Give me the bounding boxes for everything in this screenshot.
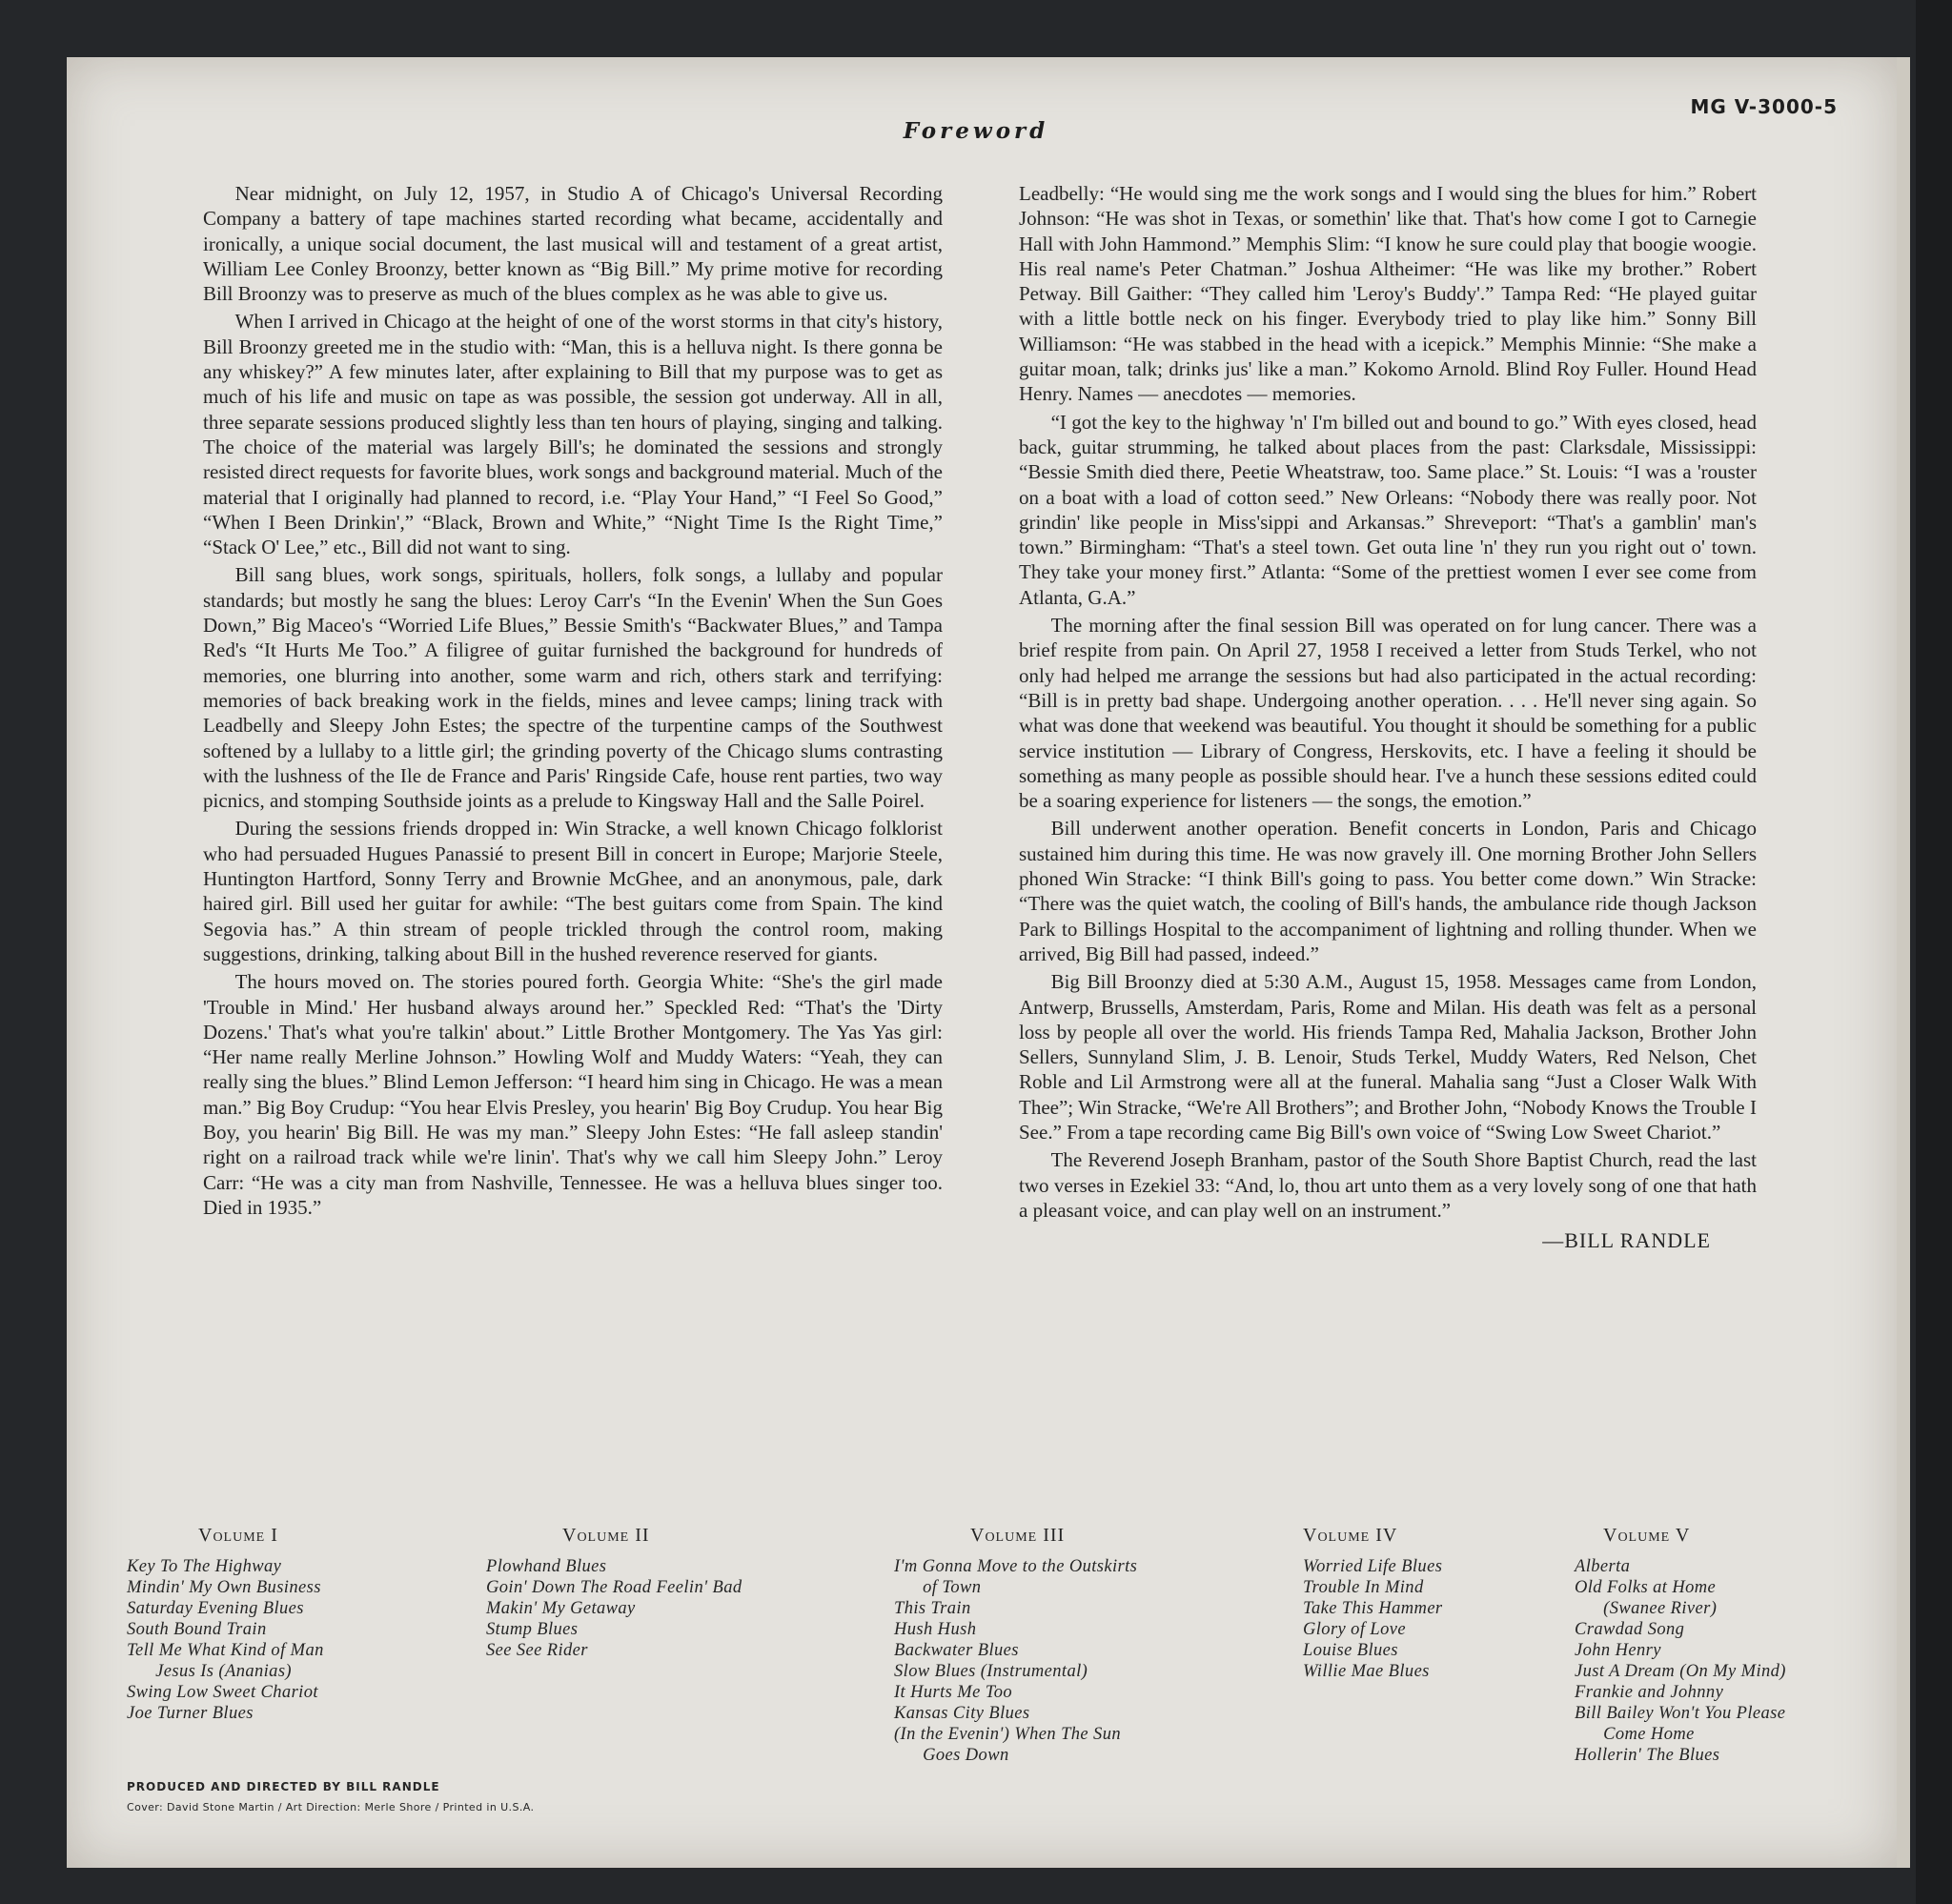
volume-5-tracklist [1575,1525,1786,1766]
track-item: John Henry [1575,1641,1661,1660]
volume-heading: Volume I [198,1525,278,1546]
track-list [1303,1556,1443,1682]
track-item: Swing Low Sweet Chariot [127,1683,318,1702]
track-list [1575,1556,1786,1766]
track-item: Come Home [1575,1725,1695,1744]
volume-heading: Volume II [562,1525,650,1546]
foreword-right-column [1019,181,1757,1253]
paragraph: The Reverend Joseph Branham, pastor of the South Shore Baptist Church, read the last two verses in Ezekiel 33: “And, lo, thou art unto them as a very lovely song of one that hath a pleasant voice, and can play well on an instrument.” [1019,1148,1757,1222]
track-list [486,1556,742,1661]
track-item: Glory of Love [1303,1620,1406,1639]
track-item: See See Rider [486,1641,588,1660]
author-signature: —BILL RANDLE [1542,1228,1711,1253]
track-list [894,1556,1137,1766]
track-item: Trouble In Mind [1303,1578,1424,1597]
track-item: South Bound Train [127,1620,267,1639]
track-item: Crawdad Song [1575,1620,1685,1639]
paragraph: During the sessions friends dropped in: Win Stracke, a well known Chicago folklorist who had persuaded Hugues Panassié to present Bill in concert in Europe; Marjorie Steele, Huntington Hartford, Sonny Terry and Brownie McGhee, and an anonymous, pale, dark haired girl. Bill used her guitar for awhile: “The best guitars come from Spain. The kind Segovia has.” A thin stream of people trickled through the control room, making suggestions, drinking, talking about Bill in the hushed reverence reserved for giants. [203,817,943,965]
track-item: Stump Blues [486,1620,579,1639]
box-spine [1916,0,1952,1904]
track-item: Backwater Blues [894,1641,1019,1660]
track-item: Take This Hammer [1303,1599,1443,1618]
track-item: Louise Blues [1303,1641,1398,1660]
volume-1-tracklist [127,1525,324,1724]
track-item: of Town [894,1578,982,1597]
volume-3-tracklist [894,1525,1137,1766]
track-item: Bill Bailey Won't You Please [1575,1704,1786,1723]
producer-credit: PRODUCED AND DIRECTED BY BILL RANDLE [127,1780,440,1793]
track-item: Key To The Highway [127,1557,282,1576]
paragraph: When I arrived in Chicago at the height of one of the worst storms in that city's history, Bill Broonzy greeted me in the studio with: “Man, this is a helluva night. Is there gonna be any whiskey?” A few minutes later, after explaining to Bill that my purpose was to get as much of his life and music on tape as was possible, the session got underway. All in all, three separate sessions produced slightly less than ten hours of playing, singing and talking. The choice of the material was largely Bill's; he dominated the sessions and strongly resisted direct requests for favorite blues, work songs and background material. Much of the material that I originally had planned to record, i.e. “Play Your Hand,” “I Feel So Good,” “When I Been Drinkin',” “Black, Brown and White,” “Night Time Is the Right Time,” “Stack O' Lee,” etc., Bill did not want to sing. [203,310,943,559]
paragraph: The hours moved on. The stories poured forth. Georgia White: “She's the girl made 'Trouble in Mind.' Her husband always around her.” Speckled Red: “That's the 'Dirty Dozens.' That's what you're talkin' about.” Little Brother Montgomery. The Yas Yas girl: “Her name really Merline Johnson.” Howling Wolf and Muddy Waters: “Yeah, they can really sing the blues.” Blind Lemon Jefferson: “I heard him sing in Chicago. He was a mean man.” Big Boy Crudup: “You hear Elvis Presley, you hearin' Big Boy Crudup. You hear Big Boy, you hearin' Big Bill. He was my man.” Sleepy John Estes: “He fall asleep standin' right on a railroad track while we're linin'. That's why we call him Sleepy John.” Leroy Carr: “He was a city man from Nashville, Tennessee. He was a helluva blues singer too. Died in 1935.” [203,970,943,1219]
track-item: Makin' My Getaway [486,1599,636,1618]
production-credits [127,1780,534,1813]
track-item: Slow Blues (Instrumental) [894,1662,1088,1681]
foreword-left-column [203,181,943,1220]
paragraph: The morning after the final session Bill was operated on for lung cancer. There was a brief respite from pain. On April 27, 1958 I received a letter from Studs Terkel, who not only had helped me arrange the sessions but had also participated in the actual recording: “Bill is in pretty bad shape. Undergoing another operation. . . . He'll never sing again. So what was done that weekend was beautiful. You thought it should be something for a public service institution — Library of Congress, Herskovits, etc. I have a feeling it should be something as many people as possible should hear. I've a hunch these sessions edited could be a soaring experience for listeners — the songs, the emotion.” [1019,614,1757,813]
volume-4-tracklist [1303,1525,1443,1682]
paragraph: Near midnight, on July 12, 1957, in Studio A of Chicago's Universal Recording Company a battery of tape machines started recording what became, accidentally and ironically, a unique social document, the last musical will and testament of a great artist, William Lee Conley Broonzy, better known as “Big Bill.” My prime motive for recording Bill Broonzy was to preserve as much of the blues complex as he was able to give us. [203,182,943,306]
track-item: Goin' Down The Road Feelin' Bad [486,1578,742,1597]
track-item: Kansas City Blues [894,1704,1030,1723]
volume-2-tracklist [486,1525,742,1661]
track-item: Goes Down [894,1746,1009,1765]
track-item: Joe Turner Blues [127,1704,254,1723]
track-item: Tell Me What Kind of Man [127,1641,324,1660]
volume-heading: Volume V [1603,1525,1691,1546]
track-item: Alberta [1575,1557,1631,1576]
track-item: Mindin' My Own Business [127,1578,321,1597]
track-item: Hush Hush [894,1620,977,1639]
track-item: Willie Mae Blues [1303,1662,1430,1681]
track-item: Saturday Evening Blues [127,1599,304,1618]
track-item: Jesus Is (Ananias) [127,1662,292,1681]
track-item: Frankie and Johnny [1575,1683,1724,1702]
volume-heading: Volume IV [1303,1525,1398,1546]
track-item: Plowhand Blues [486,1557,607,1576]
foreword-title: Foreword [903,118,1049,144]
track-item: Just A Dream (On My Mind) [1575,1662,1786,1681]
track-item: (Swanee River) [1575,1599,1718,1618]
track-item: This Train [894,1599,971,1618]
volume-heading: Volume III [970,1525,1066,1546]
paragraph: “I got the key to the highway 'n' I'm billed out and bound to go.” With eyes closed, head back, guitar strumming, he talked about places from the past: Clarksdale, Mississippi: “Bessie Smith died there, Peetie Wheatstraw, too. Same place.” St. Louis: “I was a 'rouster on a boat with a load of cotton seed.” New Orleans: “Nobody there was really poor. Not grindin' like people in Miss'sippi and Arkansas.” Shreveport: “That's a gamblin' man's town.” Birmingham: “That's a steel town. Get outa line 'n' they run you right out o' town. They take your money first.” Atlanta: “Some of the prettiest women I ever see come from Atlanta, G.A.” [1019,410,1757,609]
track-item: I'm Gonna Move to the Outskirts [894,1557,1138,1576]
art-credit: Cover: David Stone Martin / Art Direction: Merle Shore / Printed in U.S.A. [127,1801,535,1813]
track-item: (In the Evenin') When The Sun [894,1725,1121,1744]
catalog-number: MG V-3000-5 [1690,95,1838,118]
track-item: Old Folks at Home [1575,1578,1717,1597]
track-item: Hollerin' The Blues [1575,1746,1720,1765]
paragraph: Bill sang blues, work songs, spirituals, hollers, folk songs, a lullaby and popular standards; but mostly he sang the blues: Leroy Carr's “In the Evenin' When the Sun Goes Down,” Big Maceo's “Worried Life Blues,” Bessie Smith's “Backwater Blues,” and Tampa Red's “It Hurts Me Too.” A filigree of guitar furnished the background for hundreds of memories, one blurring into another, some warm and rich, others stark and terrifying: memories of back breaking work in the fields, mines and levee camps; lining track with Leadbelly and Sleepy John Estes; the spectre of the turpentine camps of the Southwest softened by a lullaby to a little girl; the grinding poverty of the Chicago slums contrasting with the lushness of the Ile de France and Paris' Ringside Cafe, house rent parties, two way picnics, and stomping Southside joints as a prelude to Kingsway Hall and the Salle Poirel. [203,563,943,813]
paragraph: Leadbelly: “He would sing me the work songs and I would sing the blues for him.” Robert Johnson: “He was shot in Texas, or somethin' like that. That's how come I got to Carnegie Hall with John Hammond.” Memphis Slim: “I know he sure could play that boogie woogie. His real name's Peter Chatman.” Joshua Altheimer: “He was like my brother.” Robert Petway. Bill Gaither: “They called him 'Leroy's Buddy'.” Tampa Red: “He played guitar with a little bottle neck on his finger. Everybody tried to play like him.” Sonny Bill Williamson: “He was stabbed in the head with a icepick.” Memphis Minnie: “She make a guitar moan, talk; drinks jus' like a man.” Kokomo Arnold. Blind Roy Fuller. Hound Head Henry. Names — anecdotes — memories. [1019,182,1757,406]
track-list [127,1556,324,1724]
track-item: It Hurts Me Too [894,1683,1013,1702]
paragraph: Big Bill Broonzy died at 5:30 A.M., August 15, 1958. Messages came from London, Antwerp, Brussells, Amsterdam, Paris, Rome and Milan. His death was felt as a personal loss by people all over the world. His friends Tampa Red, Mahalia Jackson, Brother John Sellers, Sunnyland Slim, J. B. Lenoir, Studs Terkel, Muddy Waters, Red Nelson, Chet Roble and Lil Armstrong were all at the funeral. Mahalia sang “Just a Closer Walk With Thee”; Win Stracke, “We're All Brothers”; and Brother John, “Nobody Knows the Trouble I See.” From a tape recording came Big Bill's own voice of “Swing Low Sweet Chariot.” [1019,970,1757,1144]
paragraph: Bill underwent another operation. Benefit concerts in London, Paris and Chicago sustained him during this time. He was now gravely ill. One morning Brother John Sellers phoned Win Stracke: “I think Bill's going to pass. You better come down.” Win Stracke: “There was the quiet watch, the cooling of Bill's hands, the ambulance ride though Jackson Park to Billings Hospital to the accompaniment of lightning and rolling thunder. When we arrived, Big Bill had passed, indeed.” [1019,817,1757,965]
track-item: Worried Life Blues [1303,1557,1443,1576]
